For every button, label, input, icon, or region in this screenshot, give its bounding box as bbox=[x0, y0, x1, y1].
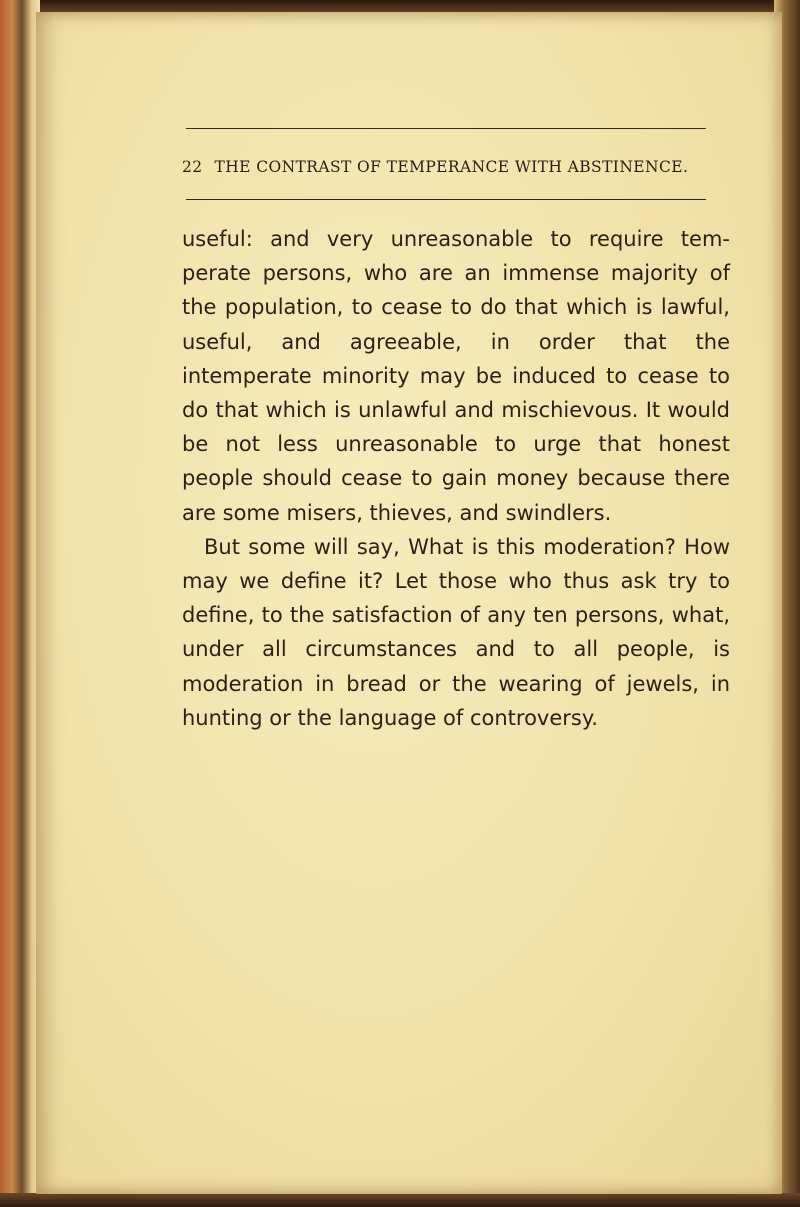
top-rule bbox=[186, 128, 706, 129]
body-text bbox=[182, 222, 730, 735]
page-number: 22 bbox=[182, 158, 203, 176]
paragraph-1: useful: and very unreasonable to require tem-perate persons, who are an immense majority of the population, to cease to do that which is lawful, useful, and agreeable, in order that the intemperate minority may be induced to cease to do that which is unlawful and mischievous. It would be not less unreasonable to urge that honest people should cease to gain money because there are some misers, thieves, and swindlers. bbox=[182, 227, 730, 525]
book-cover-bottom bbox=[0, 1193, 800, 1207]
running-title: THE CONTRAST OF TEMPERANCE WITH ABSTINENCE. bbox=[214, 158, 689, 176]
running-header bbox=[182, 158, 722, 176]
header-rule bbox=[186, 199, 706, 200]
paragraph-2: But some will say, What is this moderation? How may we define it? Let those who thus ask try to define, to the satisfaction of any ten persons, what, under all circumstances and to all people, is moderation in bread or the wearing of jewels, in hunting or the language of controversy. bbox=[182, 534, 730, 730]
book-cover-left-edge bbox=[0, 0, 40, 1207]
